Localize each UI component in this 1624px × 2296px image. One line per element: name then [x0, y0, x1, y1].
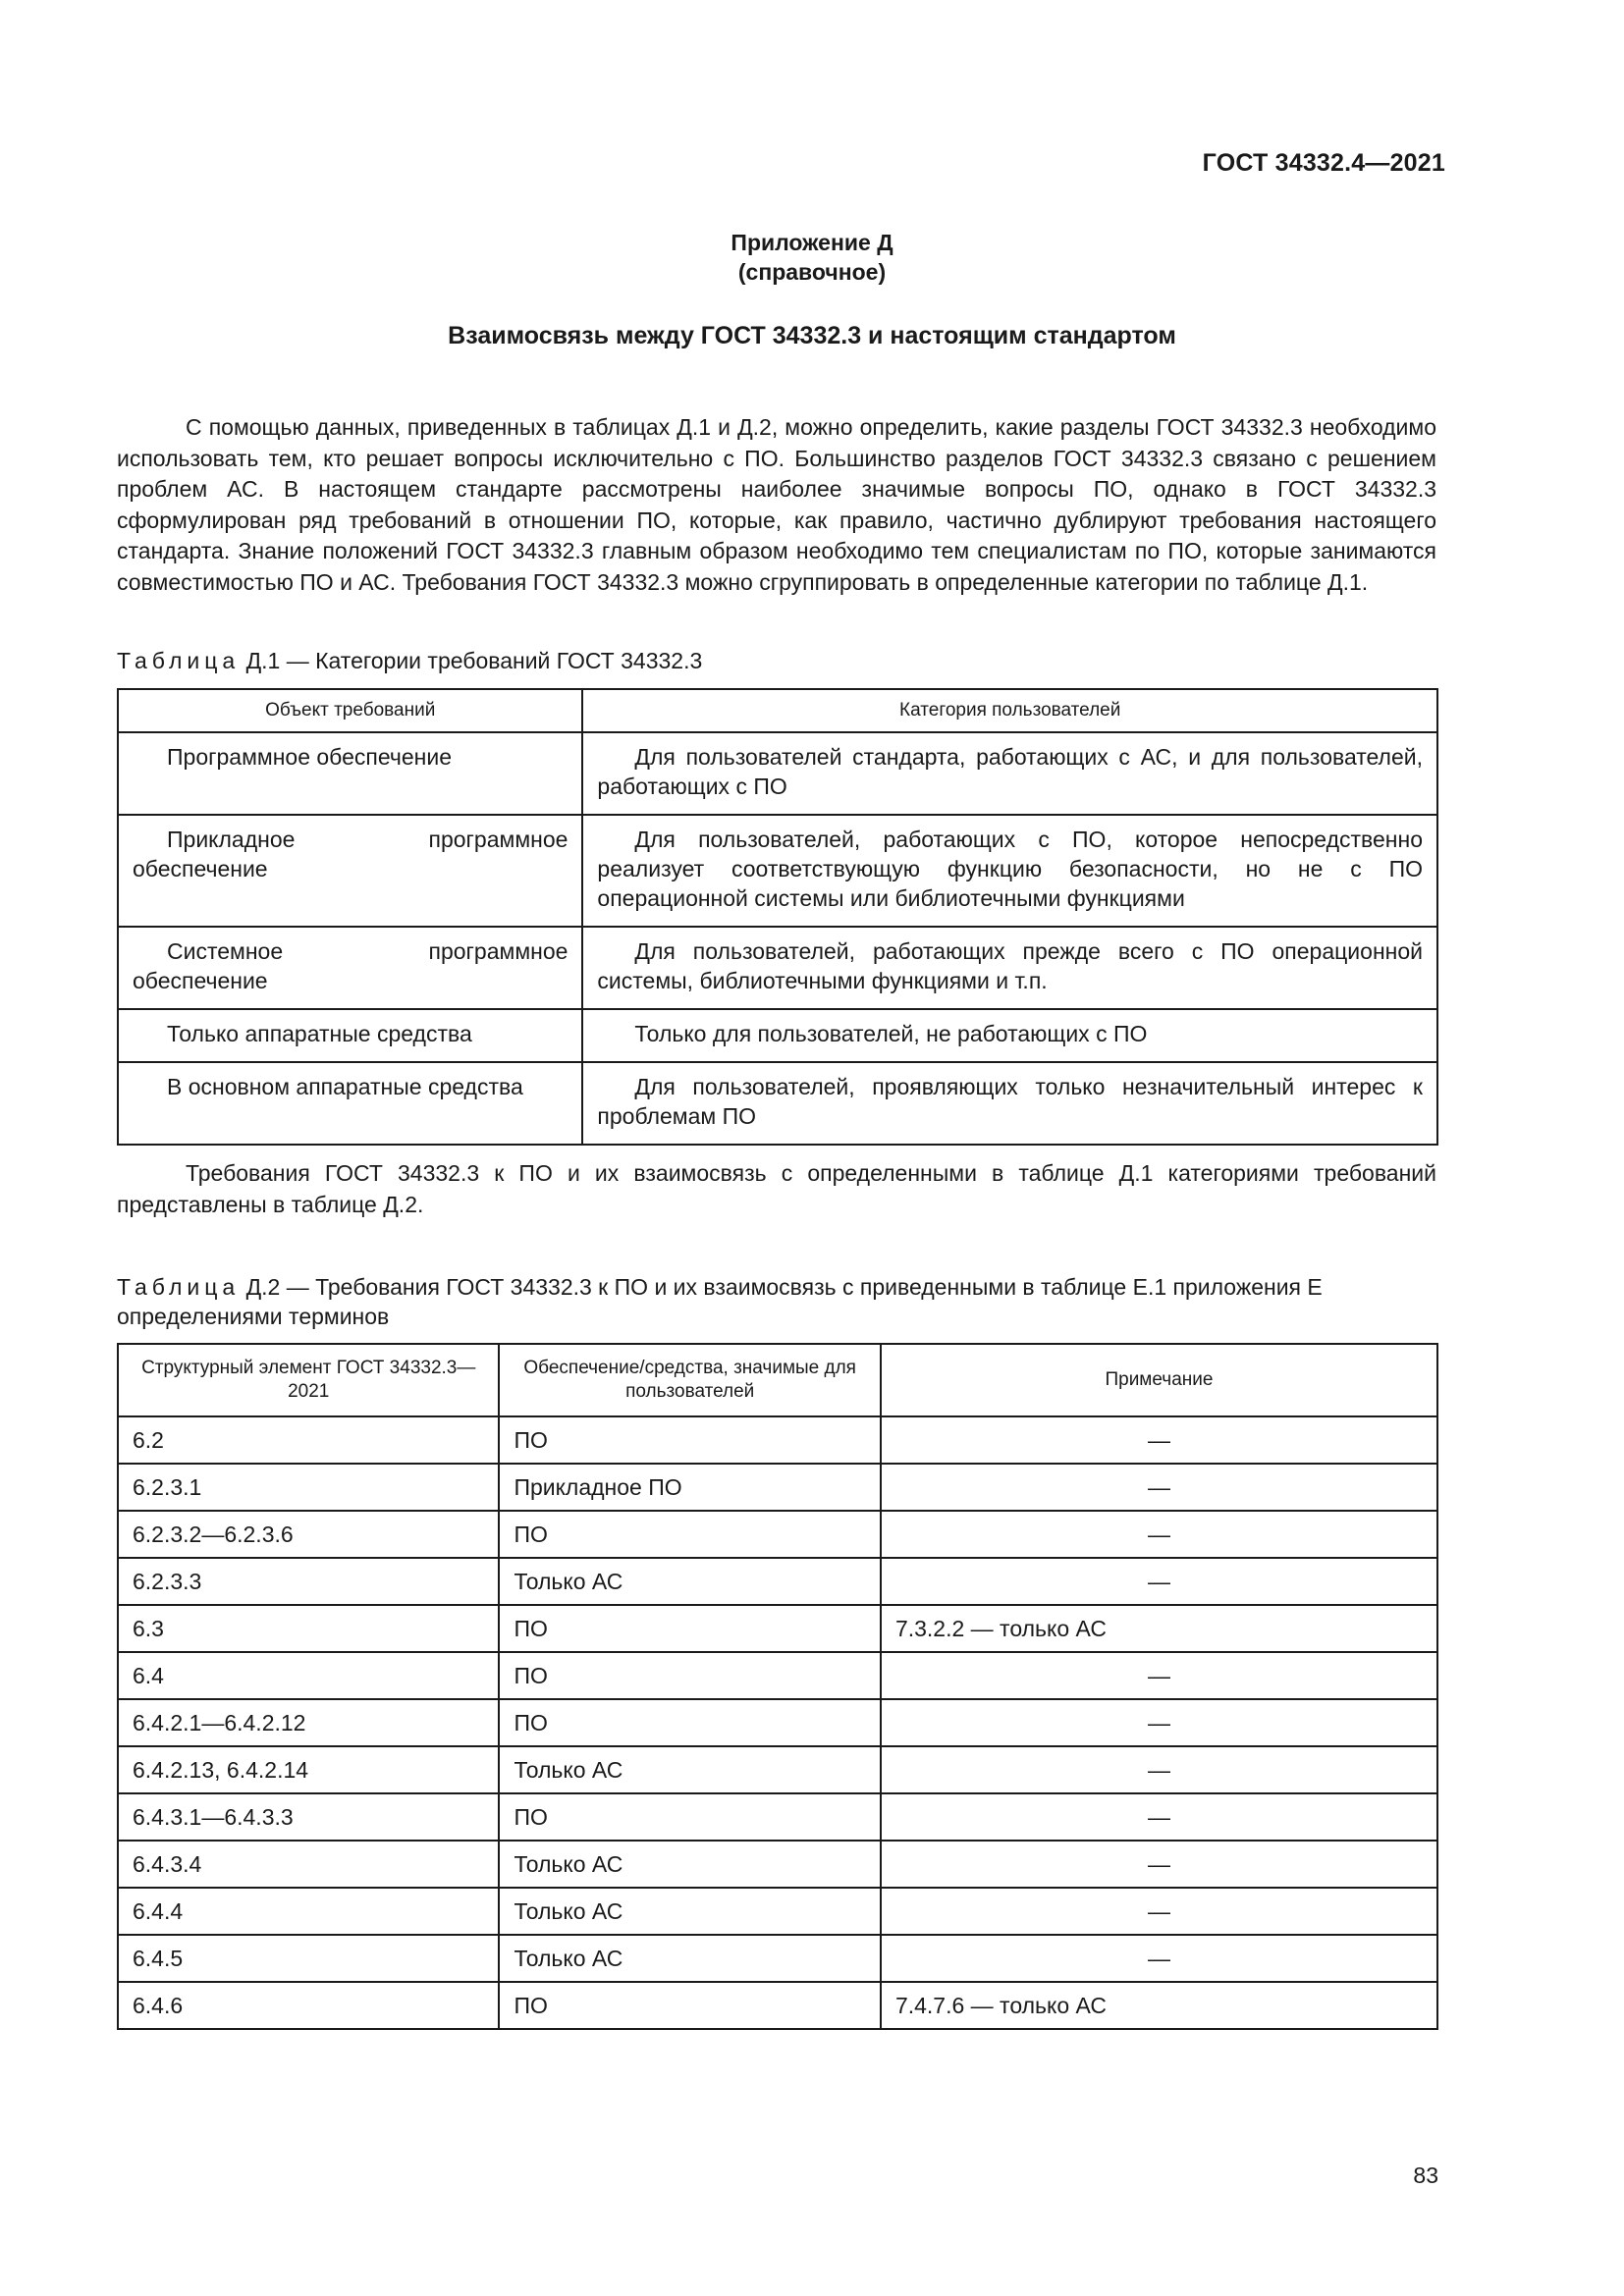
table-row: [118, 1062, 1437, 1145]
category-cell: Только для пользователей, не работающих с ПО: [582, 1009, 1437, 1062]
note-cell: —: [881, 1935, 1437, 1982]
element-cell: 6.4.6: [118, 1982, 499, 2029]
table-row: [118, 1511, 1437, 1558]
table-row: [118, 1699, 1437, 1746]
table2-caption: [117, 1272, 1436, 1331]
appendix-type: (справочное): [737, 259, 887, 285]
standard-designation: ГОСТ 34332.4—2021: [1202, 149, 1445, 177]
means-cell: Только АС: [499, 1558, 881, 1605]
table-row: [118, 815, 1437, 927]
category-cell: Для пользователей, работающих прежде всего с ПО операционной системы, библиотечными функциями и т.п.: [582, 927, 1437, 1009]
section-title: Взаимосвязь между ГОСТ 34332.3 и настоящим стандартом: [448, 322, 1176, 349]
note-cell: —: [881, 1464, 1437, 1511]
column-header-element: Структурный элемент ГОСТ 34332.3—2021: [118, 1344, 499, 1416]
means-cell: Только АС: [499, 1888, 881, 1935]
column-header-object: Объект требований: [118, 689, 582, 732]
second-paragraph: Требования ГОСТ 34332.3 к ПО и их взаимосвязь с определенными в таблице Д.1 категориями требований представлены в таблице Д.2.: [117, 1160, 1436, 1217]
table-row: [118, 1605, 1437, 1652]
note-cell: —: [881, 1841, 1437, 1888]
appendix-title: Приложение Д: [731, 230, 893, 255]
intro-paragraph: С помощью данных, приведенных в таблицах Д.1 и Д.2, можно определить, какие разделы ГОСТ 34332.3 необходимо использовать тем, кто решает вопросы исключительно с ПО. Большинство разделов ГОСТ 34332.3 связано с решением проблем АС. В настоящем стандарте рассмотрены наиболее значимые вопросы ПО, однако в ГОСТ 34332.3 сформулирован ряд требований в отношении ПО, которые, как правило, частично дублируют требования настоящего стандарта. Знание положений ГОСТ 34332.3 главным образом необходимо тем специалистам по ПО, которые занимаются совместимостью ПО и АС. Требования ГОСТ 34332.3 можно сгруппировать в определенные категории по таблице Д.1.: [117, 414, 1436, 595]
category-cell: Для пользователей, работающих с ПО, которое непосредственно реализует соответствующую функцию безопасности, но не с ПО операционной системы или библиотечными функциями: [582, 815, 1437, 927]
table-row: [118, 927, 1437, 1009]
category-cell: Для пользователей, проявляющих только незначительный интерес к проблемам ПО: [582, 1062, 1437, 1145]
note-cell: —: [881, 1416, 1437, 1464]
table-row: [118, 1416, 1437, 1464]
page-number: 83: [1413, 2163, 1438, 2188]
note-cell: —: [881, 1746, 1437, 1793]
element-cell: 6.2.3.3: [118, 1558, 499, 1605]
table1-caption-text: Д.1 — Категории требований ГОСТ 34332.3: [240, 648, 703, 673]
note-cell: —: [881, 1652, 1437, 1699]
element-cell: 6.4: [118, 1652, 499, 1699]
table-row: [118, 1464, 1437, 1511]
table-header-row: [118, 689, 1437, 732]
category-cell: Для пользователей стандарта, работающих с АС, и для пользователей, работающих с ПО: [582, 732, 1437, 815]
note-cell: —: [881, 1558, 1437, 1605]
means-cell: Прикладное ПО: [499, 1464, 881, 1511]
note-cell: —: [881, 1793, 1437, 1841]
object-cell: Программное обеспечение: [118, 732, 582, 815]
table-header-row: [118, 1344, 1437, 1416]
table-row: [118, 1009, 1437, 1062]
table-row: [118, 1746, 1437, 1793]
table-row: [118, 1558, 1437, 1605]
note-cell: —: [881, 1511, 1437, 1558]
column-header-note: Примечание: [881, 1344, 1437, 1416]
element-cell: 6.2.3.2—6.2.3.6: [118, 1511, 499, 1558]
means-cell: Только АС: [499, 1935, 881, 1982]
element-cell: 6.2: [118, 1416, 499, 1464]
table-row: [118, 1841, 1437, 1888]
note-cell: 7.4.7.6 — только АС: [881, 1982, 1437, 2029]
table-row: [118, 1982, 1437, 2029]
means-cell: ПО: [499, 1699, 881, 1746]
element-cell: 6.4.2.13, 6.4.2.14: [118, 1746, 499, 1793]
column-header-means: Обеспечение/средства, значимые для пользователей: [499, 1344, 881, 1416]
means-cell: Только АС: [499, 1841, 881, 1888]
table-row: [118, 1935, 1437, 1982]
table-row: [118, 1888, 1437, 1935]
requirements-mapping-table: [117, 1343, 1438, 2030]
element-cell: 6.4.2.1—6.4.2.12: [118, 1699, 499, 1746]
means-cell: ПО: [499, 1605, 881, 1652]
table-row: [118, 732, 1437, 815]
table1-caption: [117, 646, 1436, 675]
means-cell: ПО: [499, 1793, 881, 1841]
means-cell: Только АС: [499, 1746, 881, 1793]
table2-caption-text: Д.2 — Требования ГОСТ 34332.3 к ПО и их взаимосвязь с приведенными в таблице Е.1 приложения Е определениями терминов: [117, 1274, 1323, 1329]
object-cell: В основном аппаратные средства: [118, 1062, 582, 1145]
note-cell: 7.3.2.2 — только АС: [881, 1605, 1437, 1652]
column-header-category: Категория пользователей: [582, 689, 1437, 732]
element-cell: 6.4.5: [118, 1935, 499, 1982]
appendix-heading: [0, 228, 1624, 287]
element-cell: 6.2.3.1: [118, 1464, 499, 1511]
element-cell: 6.4.4: [118, 1888, 499, 1935]
table2-caption-label: Таблица: [117, 1274, 241, 1300]
means-cell: ПО: [499, 1416, 881, 1464]
element-cell: 6.3: [118, 1605, 499, 1652]
object-cell: Только аппаратные средства: [118, 1009, 582, 1062]
element-cell: 6.4.3.1—6.4.3.3: [118, 1793, 499, 1841]
element-cell: 6.4.3.4: [118, 1841, 499, 1888]
note-cell: —: [881, 1699, 1437, 1746]
object-cell: Системное программное обеспечение: [118, 927, 582, 1009]
table-row: [118, 1652, 1437, 1699]
object-cell: Прикладное программное обеспечение: [118, 815, 582, 927]
table1-caption-label: Таблица: [117, 648, 241, 673]
means-cell: ПО: [499, 1511, 881, 1558]
requirements-categories-table: [117, 688, 1438, 1146]
table-row: [118, 1793, 1437, 1841]
means-cell: ПО: [499, 1652, 881, 1699]
means-cell: ПО: [499, 1982, 881, 2029]
note-cell: —: [881, 1888, 1437, 1935]
